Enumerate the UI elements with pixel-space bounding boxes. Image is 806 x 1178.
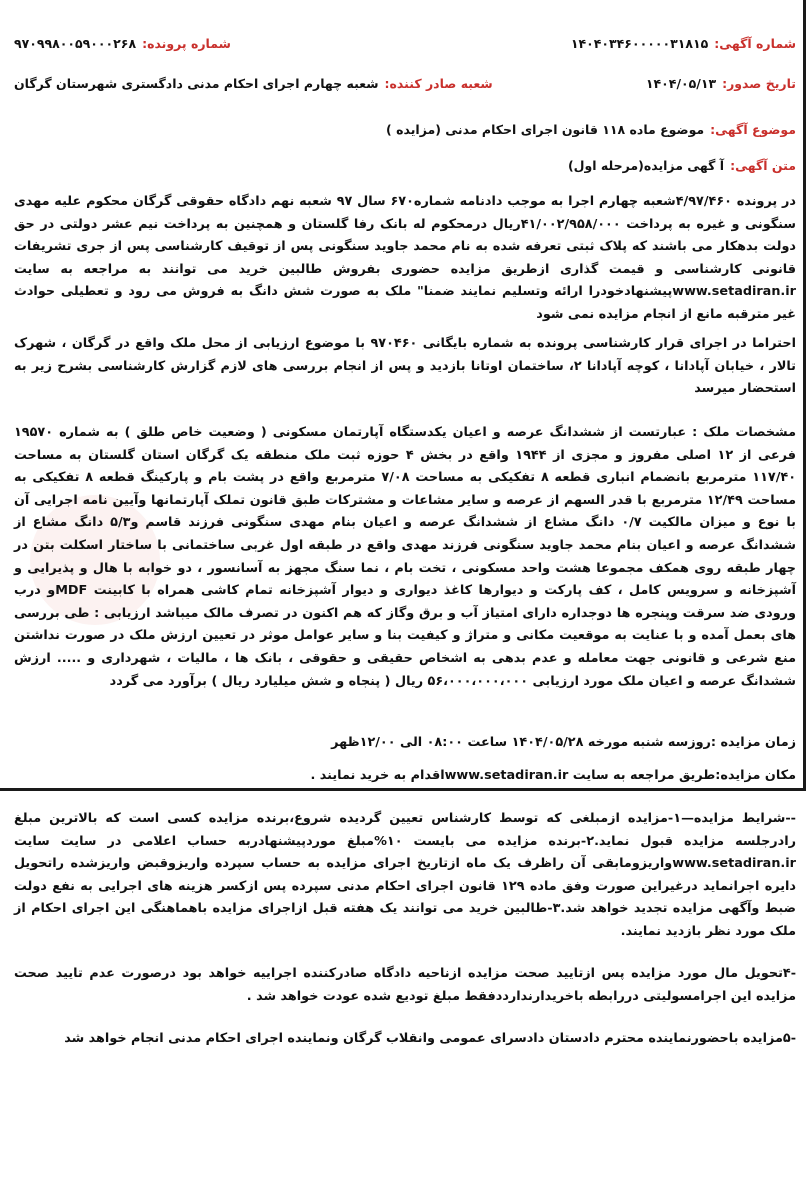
issuer-label: شعبه صادر کننده: [384,76,493,91]
subject-label: موضوع آگهی: [710,122,796,137]
issue-date-label: تاریخ صدور: [722,76,796,91]
paragraph-case-intro: در پرونده ۴/۹۷/۴۶۰شعبه چهارم اجرا به موجب دادنامه شماره۶۷۰ سال ۹۷ شعبه نهم دادگاه حقوقی گرگان محکوم علیه مهدی سنگونی و غیره به پرداخت ۴۱/۰۰۲/۹۵۸/۰۰۰ریال درمحکوم له بانک رفا گلستان و همچنین به پرداخت نیم عشر دولتی در حق دولت بدهکار می باشند که پلاک ثبتی تعرفه شده به نام محمد جاوید سنگونی پس از توقیف کارشناسی پس از جری تشریفات قانونی کارشناسی و قیمت گذاری ازطریق مزایده حضوری بفروش طالبین خرید می توانند به مراجعه به سایت www.setadiran.irپیشنهادخودرا ارائه وتسلیم نمایند ضمنا" ملک به صورت شش دانگ به فروش می رود و تعطیلی حوادث غیر مترقبه مانع از انجام مزایده نمی شود [14,194,796,322]
header-row-1 [14,36,796,51]
notice-text-label: متن آگهی: [730,158,796,173]
paragraph-condition-4: -۴تحویل مال مورد مزایده پس ازتایید صحت مزایده ازناحیه دادگاه صادرکننده اجراییه خواهد بود درصورت عدم تایید صحت مزایده این اجرامسولیتی دررابطه باخریدارندارددفقط مبلغ تودیع شده عودت خواهد شد . [14,966,796,1004]
ad-number-value: ۱۴۰۴۰۳۴۶۰۰۰۰۰۳۱۸۱۵ [570,36,709,51]
subject-value: موضوع ماده ۱۱۸ قانون اجرای احکام مدنی (مزایده ) [386,122,705,137]
ad-number-label: شماره آگهی: [714,36,796,51]
issuer [14,76,493,91]
ad-number [571,36,796,51]
case-number-label: شماره پرونده: [142,36,231,51]
paragraph-property-specs: مشخصات ملک : عبارتست از ششدانگ عرصه و اعیان یکدستگاه آپارتمان مسکونی ( وضعیت خاص طلق ) به شماره ۱۹۵۷۰ فرعی از ۱۲ اصلی مفروز و مجزی از ۱۹۴۴ واقع در بخش ۴ حوزه ثبت ملک منطقه یک گرگان استان گلستان به مساحت ۱۱۷/۴۰ مترمربع بانضمام انباری قطعه ۸ تفکیکی به مساحت ۷/۰۸ مترمربع واقع در پشت بام و پارکینگ قطعه ۸ تفکیکی به مساحت ۱۲/۴۹ مترمربع با قدر السهم از عرصه و سایر مشاعات و مشترکات طبق قانون تملک آپارتمانها وآیین نامه اجرایی آن با نوع و میزان مالکیت ۰/۷ دانگ مشاع از ششدانگ عرصه و اعیان بنام مهدی سنگونی فرزند قاسم و۵/۳ دانگ مشاع از ششدانگ عرصه و اعیان بنام محمد جاوید سنگونی فرزند مهدی واقع در طبقه اول غربی ساختمانی با ساختار اسکلت بتن در چهار طبقه روی همکف مجموعا هشت واحد مسکونی ، تخت بام ، نما سنگ مجهز به آسانسور ، دو خوابه با هال و پذیرایی و آشپزخانه و سرویس کامل ، کف پارکت و دیوارها کاغذ دیواری و دیوار آشپزخانه تمام کاشی همراه با کابینت MDFو درب ورودی ضد سرقت وپنجره ها دوجداره دارای امتیاز آب و برق وگاز که هم اکنون در تصرف مالک میباشد ارزیابی : طی بررسی های بعمل آمده و با عنایت به موقعیت مکانی و متراژ و کیفیت بنا و سایر عوامل موثر در تعیین ارزش ملک در صورت نداشتن منع شرعی و قانونی جهت معامله و عدم بدهی به اشخاص حقیقی و حقوقی ، بانک ها ، مالیات ، شهرداری و ..... ارزش ششدانگ عرصه و اعیان ملک مورد ارزیابی ۵۶،۰۰۰،۰۰۰،۰۰۰ ریال ( پنجاه و شش میلیارد ریال ) برآورد می گردد [14,425,797,689]
paragraph-auction-time: زمان مزایده :روزسه شنبه مورخه ۱۴۰۴/۰۵/۲۸ ساعت ۰۸:۰۰ الی ۱۲/۰۰ظهر [331,735,796,750]
paragraph-condition-5: -۵مزایده باحضورنماینده محترم دادستان دادسرای عمومی وانقلاب گرگان ونماینده اجرای احکام مدنی انجام خواهد شد [64,1031,796,1046]
notice-text-title: آ گهی مزایده(مرحله اول) [567,158,725,173]
header-row-2 [14,76,796,91]
case-number [14,36,231,51]
paragraph-expert-report: احتراما در اجرای قرار کارشناسی پرونده به شماره بایگانی ۹۷۰۴۶۰ با موضوع ارزیابی از محل ملک واقع در گرگان ، شهرک تالار ، خیابان آپادانا ، کوچه آپادانا ۲، ساختمان اوتانا بازدید و پس از انجام بررسی های لازم گزارش کارشناسی بشرح زیر به استحضار میرسد [14,336,796,397]
issue-date-value: ۱۴۰۴/۰۵/۱۳ [645,76,717,91]
issuer-value: شعبه چهارم اجرای احکام مدنی دادگستری شهرستان گرگان [14,76,379,91]
case-number-value: ۹۷۰۹۹۸۰۰۵۹۰۰۰۲۶۸ [14,36,137,51]
notice-text-heading [14,158,796,173]
issue-date [646,76,796,91]
paragraph-auction-conditions: --شرایط مزایده—۱-مزایده ازمبلغی که توسط کارشناس تعیین گردیده شروع،برنده مزایده کسی است که بالاترین مبلغ رادرجلسه مزایده قبول نماید.۲-برنده مزایده می بایست ۱۰%مبلغ موردپیشنهادربه حساب اعلامی در سایت سایت www.setadiran.irواریزومابقی آن راظرف یک ماه ازتاریخ اجرای مزایده به حساب سپرده واریزوقبض واریزشده راتحویل دایره اجرانماید درغیراین صورت وفق ماده ۱۲۹ قانون اجرای احکام مدنی سپرده پس ازکسر هزینه های اجرایی به نفع دولت ضبط وآگهی مزایده تجدید خواهد شد.۳-طالبین خرید می توانند یک هفته قبل ازاجرای مزایده باهماهنگی این اجرای احکام از ملک مورد نظر بازدید نمایند. [14,811,797,939]
paragraph-auction-place: مکان مزایده:طریق مراجعه به سایت www.setadiran.irاقدام به خرید نمایند . [310,768,796,783]
subject-line [14,122,796,137]
frame-border-bottom [0,788,806,791]
